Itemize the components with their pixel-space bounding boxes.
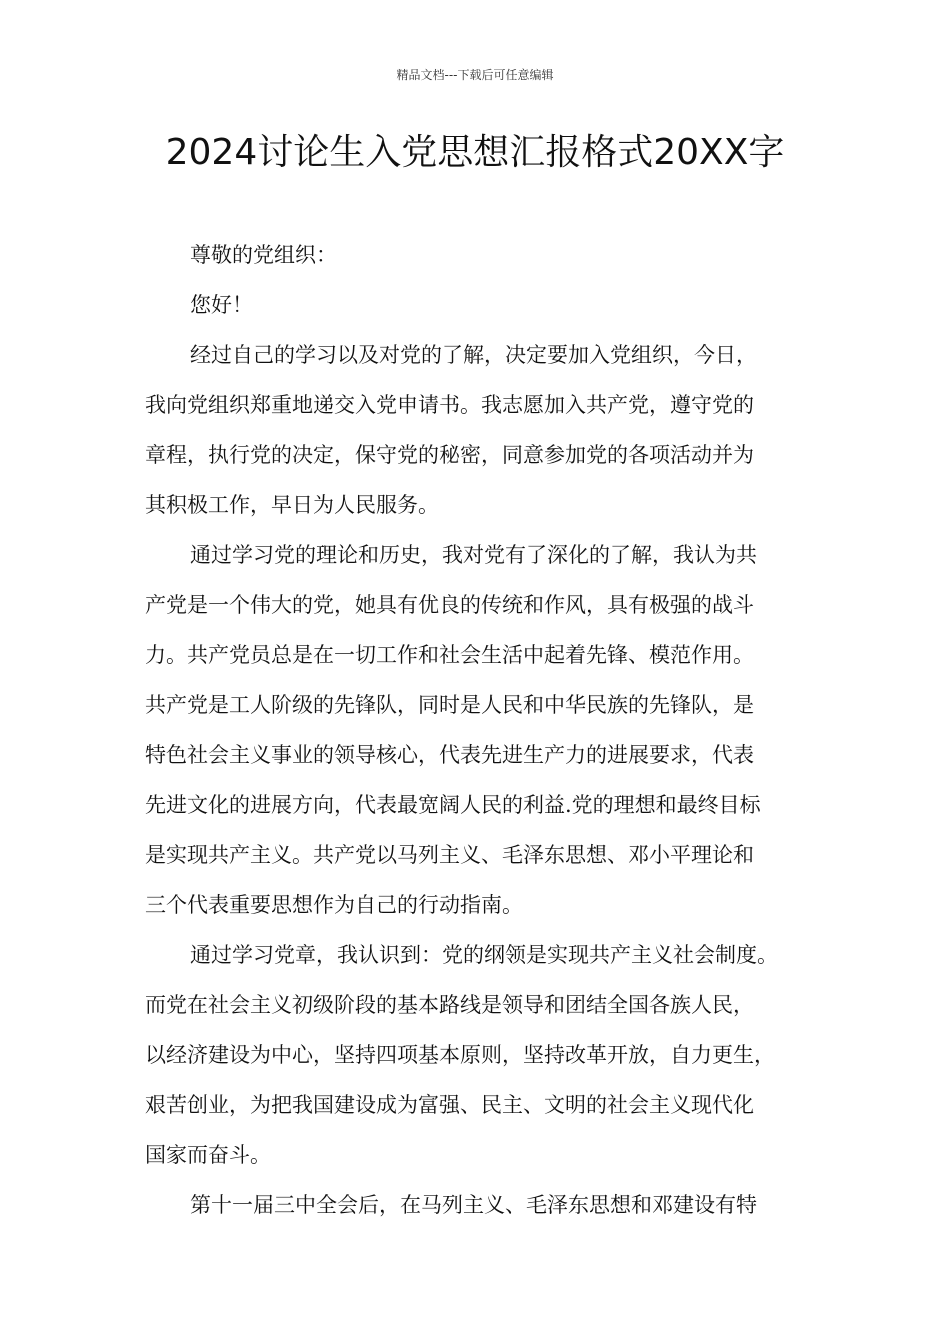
text-line: 通过学习党的理论和历史，我对党有了深化的了解，我认为共 bbox=[190, 543, 757, 567]
header-note: 精品文档---下载后可任意编辑 bbox=[396, 68, 554, 82]
paragraph bbox=[145, 930, 825, 1180]
text-line: 产党是一个伟大的党，她具有优良的传统和作风，具有极强的战斗 bbox=[145, 593, 754, 617]
text-line: 而党在社会主义初级阶段的基本路线是领导和团结全国各族人民， bbox=[145, 993, 754, 1017]
text-line: 经过自己的学习以及对党的了解，决定要加入党组织，今日， bbox=[190, 343, 757, 367]
document-title: 2024讨论生入党思想汇报格式20XX字 bbox=[165, 132, 785, 173]
paragraph bbox=[145, 1180, 825, 1230]
text-line: 艰苦创业，为把我国建设成为富强、民主、文明的社会主义现代化 bbox=[145, 1093, 754, 1117]
text-line: 先进文化的进展方向，代表最宽阔人民的利益.党的理想和最终目标 bbox=[145, 793, 761, 817]
paragraph bbox=[145, 530, 825, 930]
text-line: 国家而奋斗。 bbox=[145, 1143, 271, 1167]
paragraph-greeting bbox=[145, 280, 825, 330]
text-line: 尊敬的党组织： bbox=[190, 243, 337, 267]
text-line: 您好！ bbox=[190, 293, 253, 317]
paragraph bbox=[145, 330, 825, 530]
document-body bbox=[145, 230, 825, 1230]
text-line: 特色社会主义事业的领导核心，代表先进生产力的进展要求，代表 bbox=[145, 743, 754, 767]
paragraph-salutation bbox=[145, 230, 825, 280]
text-line: 章程，执行党的决定，保守党的秘密，同意参加党的各项活动并为 bbox=[145, 443, 754, 467]
text-line: 其积极工作，早日为人民服务。 bbox=[145, 493, 439, 517]
text-line: 力。共产党员总是在一切工作和社会生活中起着先锋、模范作用。 bbox=[145, 643, 754, 667]
text-line: 我向党组织郑重地递交入党申请书。我志愿加入共产党，遵守党的 bbox=[145, 393, 754, 417]
text-line: 是实现共产主义。共产党以马列主义、毛泽东思想、邓小平理论和 bbox=[145, 843, 754, 867]
text-line: 通过学习党章，我认识到：党的纲领是实现共产主义社会制度。 bbox=[190, 943, 778, 967]
text-line: 第十一届三中全会后，在马列主义、毛泽东思想和邓建设有特 bbox=[190, 1193, 757, 1217]
text-line: 共产党是工人阶级的先锋队，同时是人民和中华民族的先锋队，是 bbox=[145, 693, 754, 717]
text-line: 三个代表重要思想作为自己的行动指南。 bbox=[145, 893, 523, 917]
text-line: 以经济建设为中心，坚持四项基本原则，坚持改革开放，自力更生， bbox=[145, 1043, 775, 1067]
